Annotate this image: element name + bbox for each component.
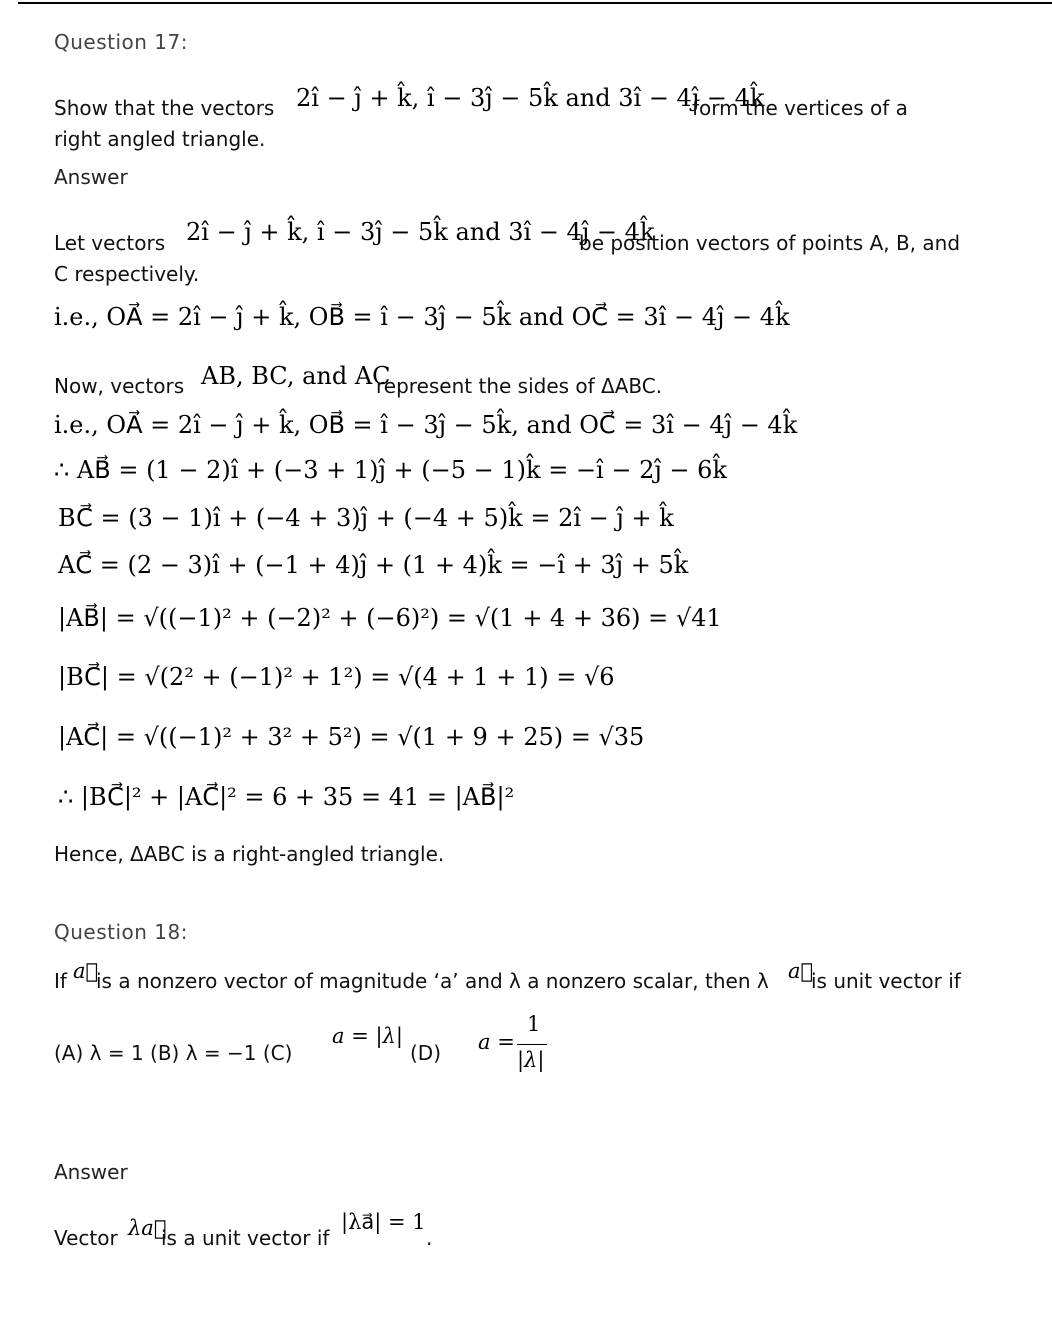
q18-statement-if: If bbox=[54, 969, 67, 993]
q17-position-vectors-repeat: i.e., OA⃗ = 2î − ĵ + k̂, OB⃗ = î − 3ĵ − 5k̂, and OC⃗ = 3î − 4ĵ − 4k̂ bbox=[54, 411, 798, 439]
q18-answer-label: Answer bbox=[54, 1160, 128, 1184]
q17-vector-ab: ∴ AB⃗ = (1 − 2)î + (−3 + 1)ĵ + (−5 − 1)k̂ = −î − 2ĵ − 6k̂ bbox=[54, 456, 727, 484]
q18-option-d-numerator: 1 bbox=[527, 1012, 541, 1036]
q18-unit-vector-text: is a unit vector if bbox=[161, 1226, 330, 1250]
q18-options-a-b-c: (A) λ = 1 (B) λ = −1 (C) bbox=[54, 1041, 293, 1065]
q17-now-start: Now, vectors bbox=[54, 374, 185, 398]
q17-pythagoras-check: ∴ |BC⃗|² + |AC⃗|² = 6 + 35 = 41 = |AB⃗|² bbox=[58, 783, 515, 811]
top-rule bbox=[18, 2, 1052, 4]
q17-vector-bc: BC⃗ = (3 − 1)î + (−4 + 3)ĵ + (−4 + 5)k̂ = 2î − ĵ + k̂ bbox=[58, 504, 674, 532]
q17-let-end: be position vectors of points A, B, and bbox=[579, 231, 961, 255]
q17-statement-end: form the vertices of a bbox=[692, 96, 908, 120]
q17-answer-label: Answer bbox=[54, 165, 128, 189]
q17-statement-vectors: 2î − ĵ + k̂, î − 3ĵ − 5k̂ and 3î − 4ĵ − 4k̂ bbox=[296, 84, 765, 112]
q18-option-d-label: (D) bbox=[410, 1041, 442, 1065]
q18-vector-a: a⃗ bbox=[73, 959, 99, 983]
q18-option-d-denominator: |λ| bbox=[517, 1048, 545, 1072]
q17-let-line2: C respectively. bbox=[54, 262, 200, 286]
q18-vector-word: Vector bbox=[54, 1226, 118, 1250]
q17-conclusion: Hence, ΔABC is a right-angled triangle. bbox=[54, 842, 445, 866]
q18-period: . bbox=[426, 1226, 433, 1250]
q18-option-d-lhs: a = bbox=[478, 1030, 515, 1054]
q17-now-end: represent the sides of ΔABC. bbox=[376, 374, 663, 398]
q17-statement-line2: right angled triangle. bbox=[54, 127, 266, 151]
q18-statement-middle: is a nonzero vector of magnitude ‘a’ and λ a nonzero scalar, then λ bbox=[96, 969, 769, 993]
q18-option-c-math: a = |λ| bbox=[332, 1024, 403, 1048]
q18-statement-end: is unit vector if bbox=[811, 969, 961, 993]
question-17-heading: Question 17: bbox=[54, 30, 188, 54]
q17-let-start: Let vectors bbox=[54, 231, 166, 255]
q17-magnitude-ac: |AC⃗| = √((−1)² + 3² + 5²) = √(1 + 9 + 25) = √35 bbox=[58, 723, 645, 751]
q18-option-d-fraction-bar bbox=[517, 1044, 547, 1045]
q17-let-vectors: 2î − ĵ + k̂, î − 3ĵ − 5k̂ and 3î − 4ĵ − 4k̂ bbox=[186, 218, 655, 246]
q17-magnitude-ab: |AB⃗| = √((−1)² + (−2)² + (−6)²) = √(1 + 4 + 36) = √41 bbox=[58, 604, 722, 632]
q18-unit-condition: |λa⃗| = 1 bbox=[341, 1210, 426, 1234]
q17-statement-start: Show that the vectors bbox=[54, 96, 275, 120]
q17-position-vectors: i.e., OA⃗ = 2î − ĵ + k̂, OB⃗ = î − 3ĵ − 5k̂ and OC⃗ = 3î − 4ĵ − 4k̂ bbox=[54, 303, 790, 331]
q17-vector-ac: AC⃗ = (2 − 3)î + (−1 + 4)ĵ + (1 + 4)k̂ = −î + 3ĵ + 5k̂ bbox=[58, 551, 689, 579]
question-18-heading: Question 18: bbox=[54, 920, 188, 944]
q18-vector-a-2: a⃗ bbox=[788, 959, 814, 983]
q18-lambda-a: λa⃗ bbox=[128, 1216, 167, 1240]
q17-magnitude-bc: |BC⃗| = √(2² + (−1)² + 1²) = √(4 + 1 + 1) = √6 bbox=[58, 663, 615, 691]
q17-now-vectors: AB, BC, and AC bbox=[201, 362, 391, 390]
